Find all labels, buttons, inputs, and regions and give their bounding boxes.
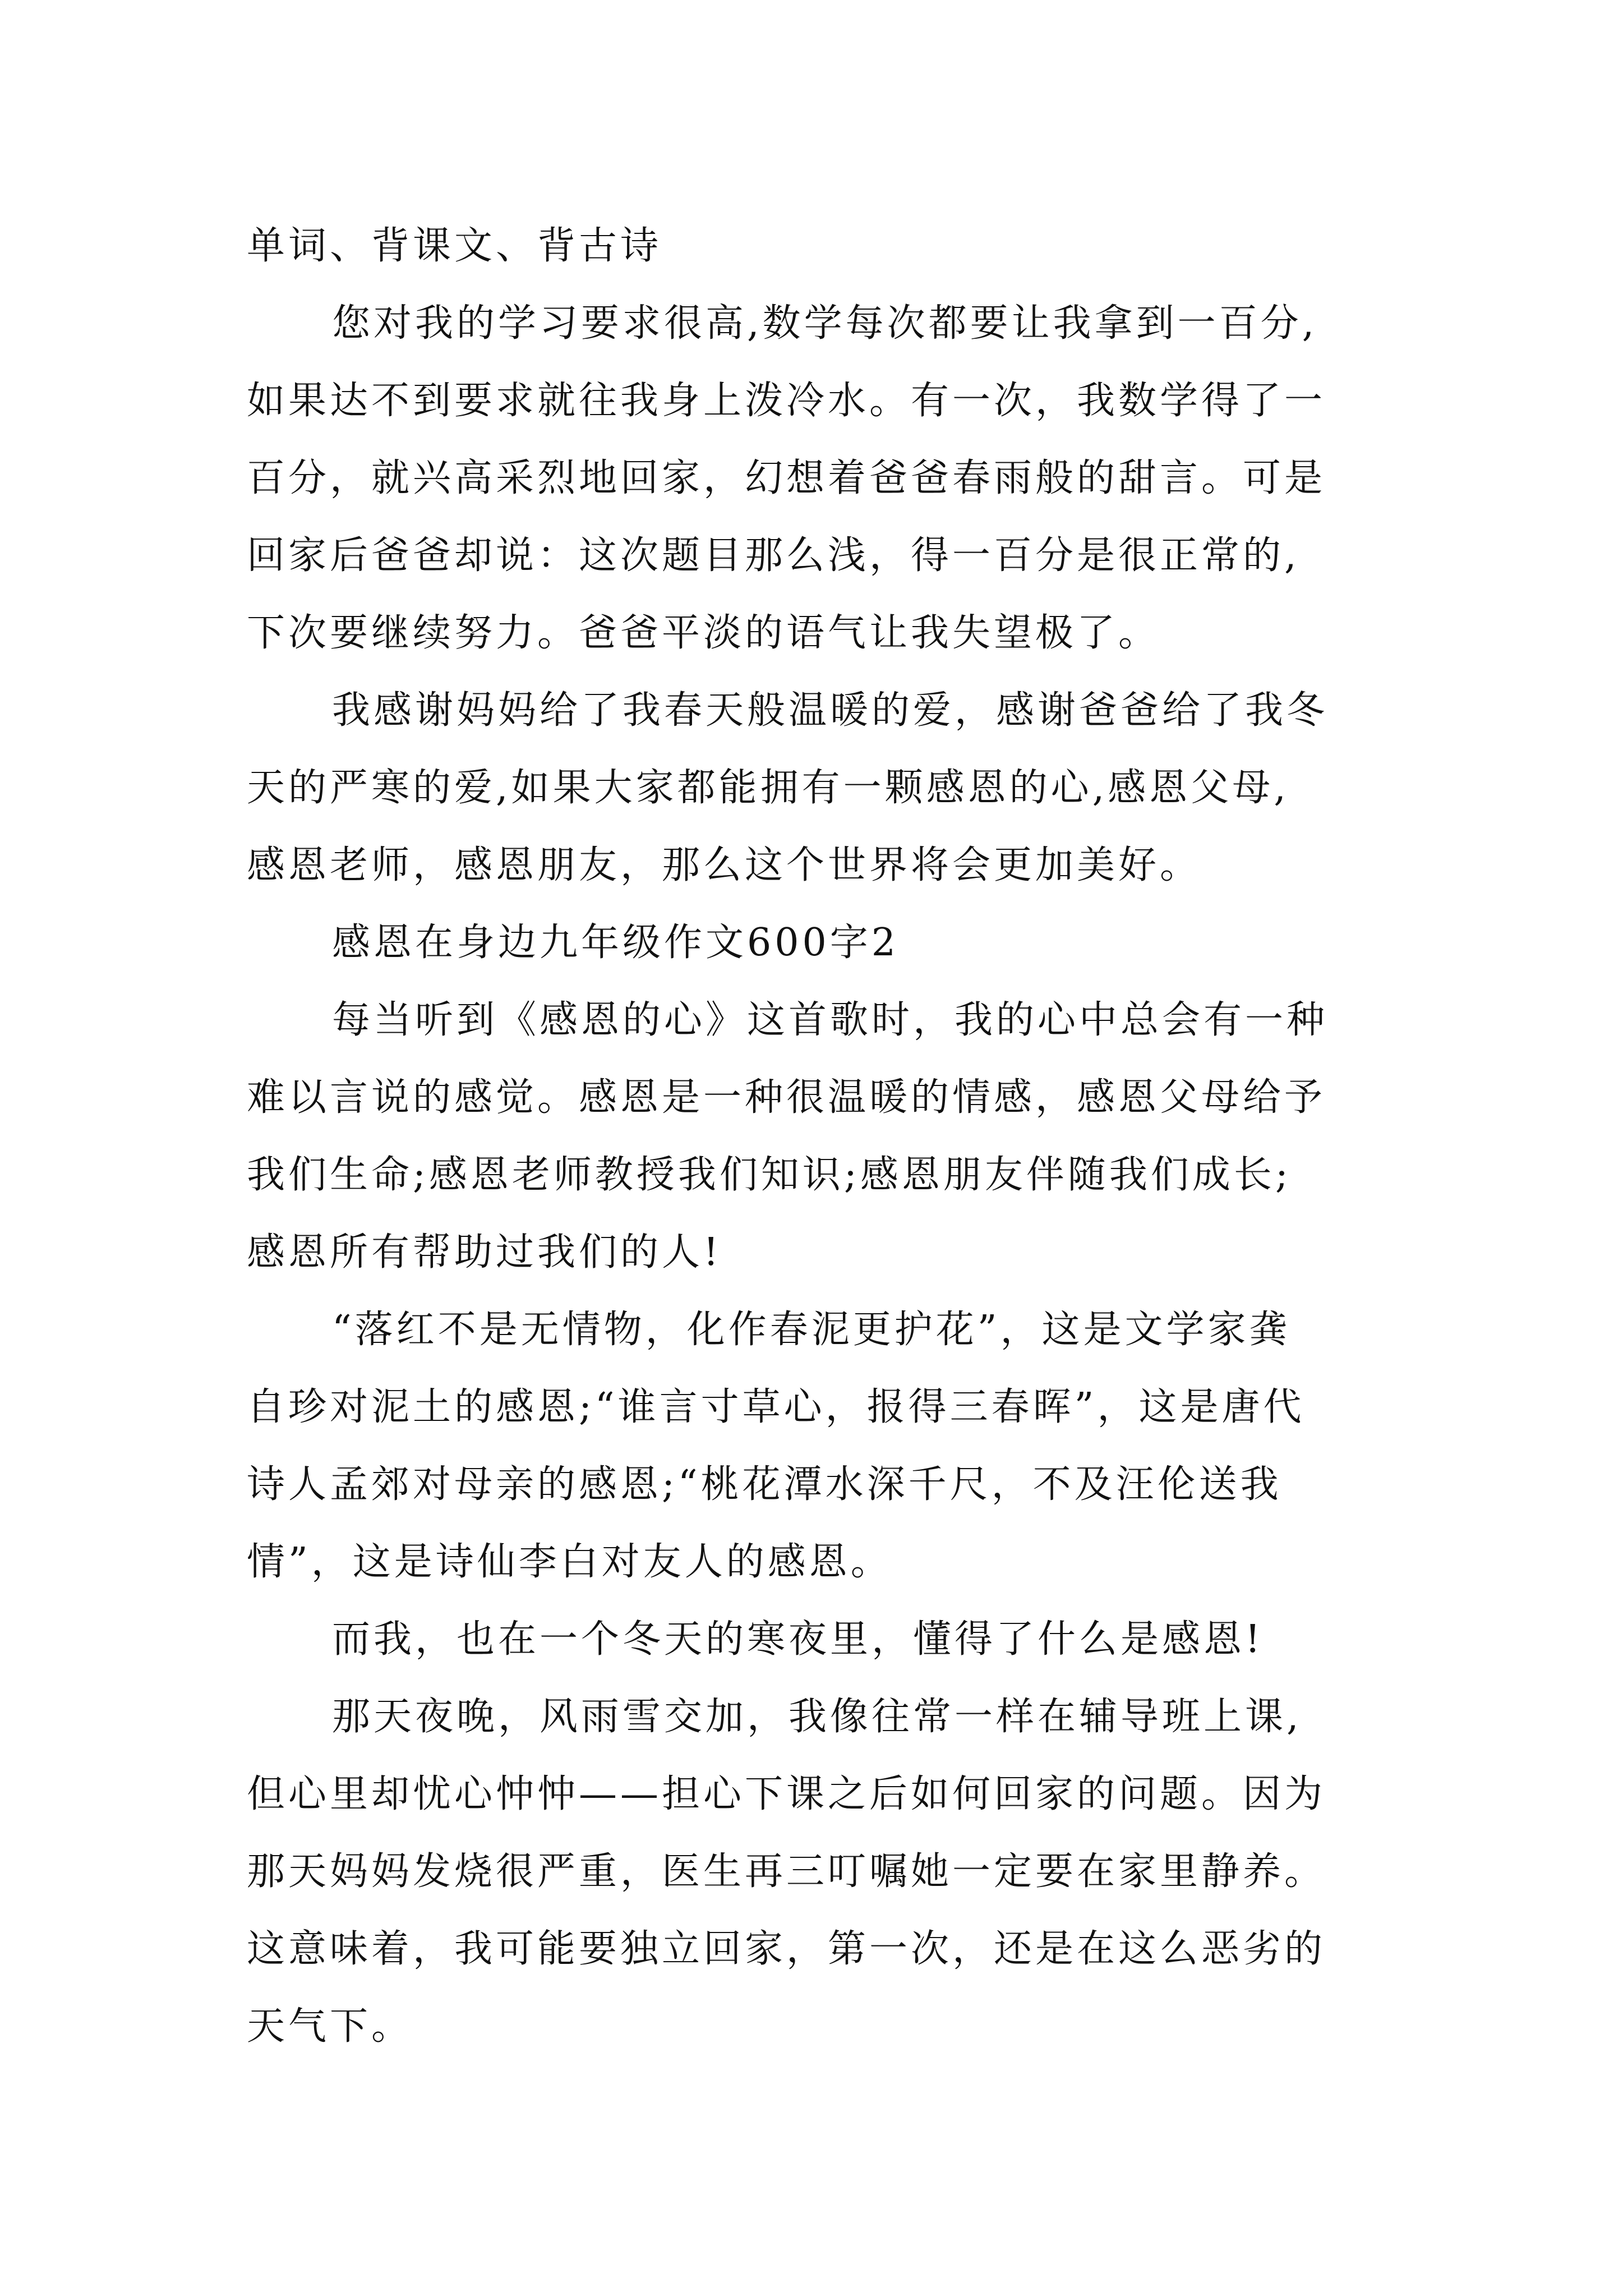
text-line-19: 而我，也在一个冬天的寒夜里，懂得了什么是感恩! bbox=[332, 1617, 1264, 1662]
section-heading: 感恩在身边九年级作文600字2 bbox=[332, 921, 900, 965]
text-line-6: 下次要继续努力。爸爸平淡的语气让我失望极了。 bbox=[247, 611, 1160, 655]
text-line-13: 我们生命;感恩老师教授我们知识;感恩朋友伴随我们成长; bbox=[247, 1153, 1292, 1197]
text-line-23: 这意味着，我可能要独立回家，第一次，还是在这么恶劣的 bbox=[247, 1927, 1326, 1971]
text-line-8: 天的严寒的爱,如果大家都能拥有一颗感恩的心,感恩父母, bbox=[247, 766, 1289, 810]
text-line-21: 但心里却忧心忡忡——担心下课之后如何回家的问题。因为 bbox=[247, 1772, 1326, 1816]
text-line-1: 单词、背课文、背古诗 bbox=[247, 224, 662, 268]
text-line-2: 您对我的学习要求很高,数学每次都要让我拿到一百分, bbox=[332, 301, 1318, 346]
text-line-14: 感恩所有帮助过我们的人! bbox=[247, 1230, 722, 1274]
text-line-16: 自珍对泥土的感恩;“谁言寸草心，报得三春晖”，这是唐代 bbox=[247, 1385, 1305, 1429]
text-line-12: 难以言说的感觉。感恩是一种很温暖的情感，感恩父母给予 bbox=[247, 1075, 1326, 1120]
document-body bbox=[247, 208, 1391, 2065]
text-line-24: 天气下。 bbox=[247, 2004, 413, 2049]
text-line-18: 情”，这是诗仙李白对友人的感恩。 bbox=[247, 1540, 892, 1584]
text-line-9: 感恩老师，感恩朋友，那么这个世界将会更加美好。 bbox=[247, 843, 1202, 887]
text-line-3: 如果达不到要求就往我身上泼冷水。有一次，我数学得了一 bbox=[247, 379, 1326, 423]
text-line-20: 那天夜晚，风雨雪交加，我像往常一样在辅导班上课, bbox=[332, 1695, 1302, 1739]
text-line-4: 百分，就兴高采烈地回家，幻想着爸爸春雨般的甜言。可是 bbox=[247, 456, 1326, 500]
text-line-15: “落红不是无情物，化作春泥更护花”，这是文学家龚 bbox=[332, 1308, 1291, 1352]
text-line-5: 回家后爸爸却说：这次题目那么浅，得一百分是很正常的, bbox=[247, 533, 1300, 578]
text-line-7: 我感谢妈妈给了我春天般温暖的爱，感谢爸爸给了我冬 bbox=[332, 688, 1329, 733]
text-line-17: 诗人孟郊对母亲的感恩;“桃花潭水深千尺，不及汪伦送我 bbox=[247, 1462, 1282, 1507]
text-line-11: 每当听到《感恩的心》这首歌时，我的心中总会有一种 bbox=[332, 998, 1329, 1042]
text-line-22: 那天妈妈发烧很严重，医生再三叮嘱她一定要在家里静养。 bbox=[247, 1849, 1326, 1894]
